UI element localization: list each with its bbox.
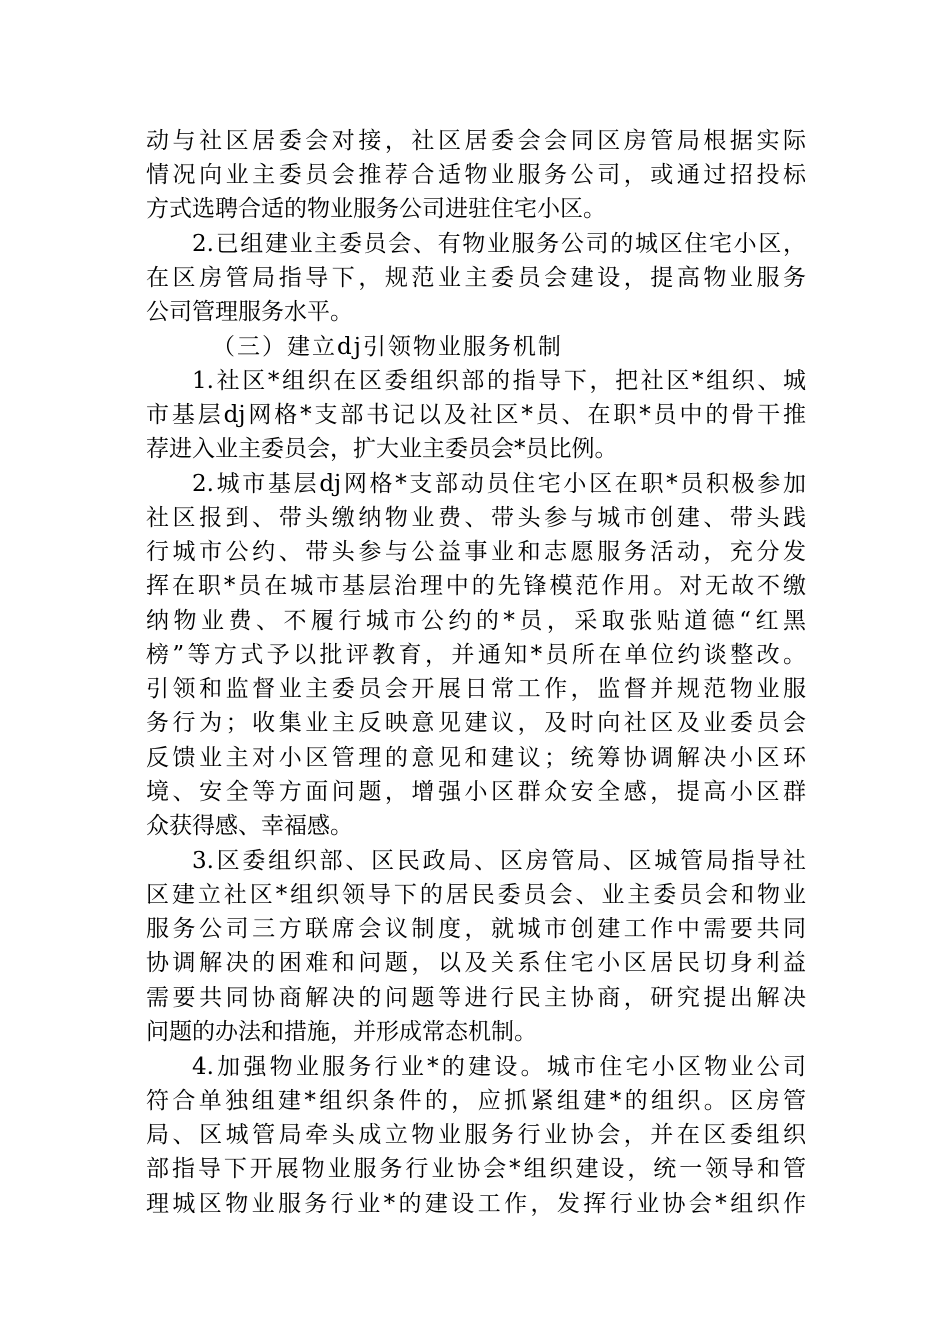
text-line: 反馈业主对小区管理的意见和建议；统筹协调解决小区环 bbox=[146, 745, 806, 771]
text-line: 境、安全等方面问题，增强小区群众安全感，提高小区群 bbox=[146, 779, 806, 805]
text-line: 众获得感、幸福感。 bbox=[146, 813, 353, 839]
text-line: 1.社区*组织在区委组织部的指导下，把社区*组织、城 bbox=[192, 368, 806, 394]
text-line: 荐进入业主委员会，扩大业主委员会*员比例。 bbox=[146, 436, 618, 462]
text-line: 协调解决的困难和问题，以及关系住宅小区居民切身利益 bbox=[146, 950, 806, 976]
text-line: 在区房管局指导下，规范业主委员会建设，提高物业服务 bbox=[146, 265, 806, 291]
text-line: 区建立社区*组织领导下的居民委员会、业主委员会和物业 bbox=[146, 882, 806, 908]
text-line: 动与社区居委会对接，社区居委会会同区房管局根据实际 bbox=[146, 128, 806, 154]
text-line: 2.已组建业主委员会、有物业服务公司的城区住宅小区， bbox=[192, 231, 806, 257]
text-line: 3.区委组织部、区民政局、区房管局、区城管局指导社 bbox=[192, 848, 806, 874]
text-line: 4.加强物业服务行业*的建设。城市住宅小区物业公司 bbox=[192, 1054, 806, 1080]
text-line: 问题的办法和措施，并形成常态机制。 bbox=[146, 1019, 537, 1045]
text-line: 纳物业费、不履行城市公约的*员，采取张贴道德“红黑 bbox=[146, 608, 806, 634]
text-line: 公司管理服务水平。 bbox=[146, 299, 353, 325]
text-line: 行城市公约、带头参与公益事业和志愿服务活动，充分发 bbox=[146, 539, 806, 565]
text-line: 务行为；收集业主反映意见建议，及时向社区及业委员会 bbox=[146, 710, 806, 736]
text-line: 服务公司三方联席会议制度，就城市创建工作中需要共同 bbox=[146, 916, 806, 942]
text-line: 市基层dj网格*支部书记以及社区*员、在职*员中的骨干推 bbox=[146, 402, 806, 428]
text-line: 社区报到、带头缴纳物业费、带头参与城市创建、带头践 bbox=[146, 505, 806, 531]
text-line: 符合单独组建*组织条件的，应抓紧组建*的组织。区房管 bbox=[146, 1088, 806, 1114]
text-line: 情况向业主委员会推荐合适物业服务公司，或通过招投标 bbox=[146, 162, 806, 188]
text-line: 部指导下开展物业服务行业协会*组织建设，统一领导和管 bbox=[146, 1156, 806, 1182]
text-line: 方式选聘合适的物业服务公司进驻住宅小区。 bbox=[146, 196, 606, 222]
text-line: 需要共同协商解决的问题等进行民主协商，研究提出解决 bbox=[146, 985, 806, 1011]
text-line: 2.城市基层dj网格*支部动员住宅小区在职*员积极参加 bbox=[192, 471, 806, 497]
text-line: 局、区城管局牵头成立物业服务行业协会，并在区委组织 bbox=[146, 1122, 806, 1148]
text-line: 引领和监督业主委员会开展日常工作，监督并规范物业服 bbox=[146, 676, 806, 702]
section-heading: （三）建立dj引领物业服务机制 bbox=[212, 334, 563, 360]
text-line: 理城区物业服务行业*的建设工作，发挥行业协会*组织作 bbox=[146, 1191, 806, 1217]
text-line: 挥在职*员在城市基层治理中的先锋模范作用。对无故不缴 bbox=[146, 573, 806, 599]
text-line: 榜”等方式予以批评教育，并通知*员所在单位约谈整改。 bbox=[146, 642, 806, 668]
